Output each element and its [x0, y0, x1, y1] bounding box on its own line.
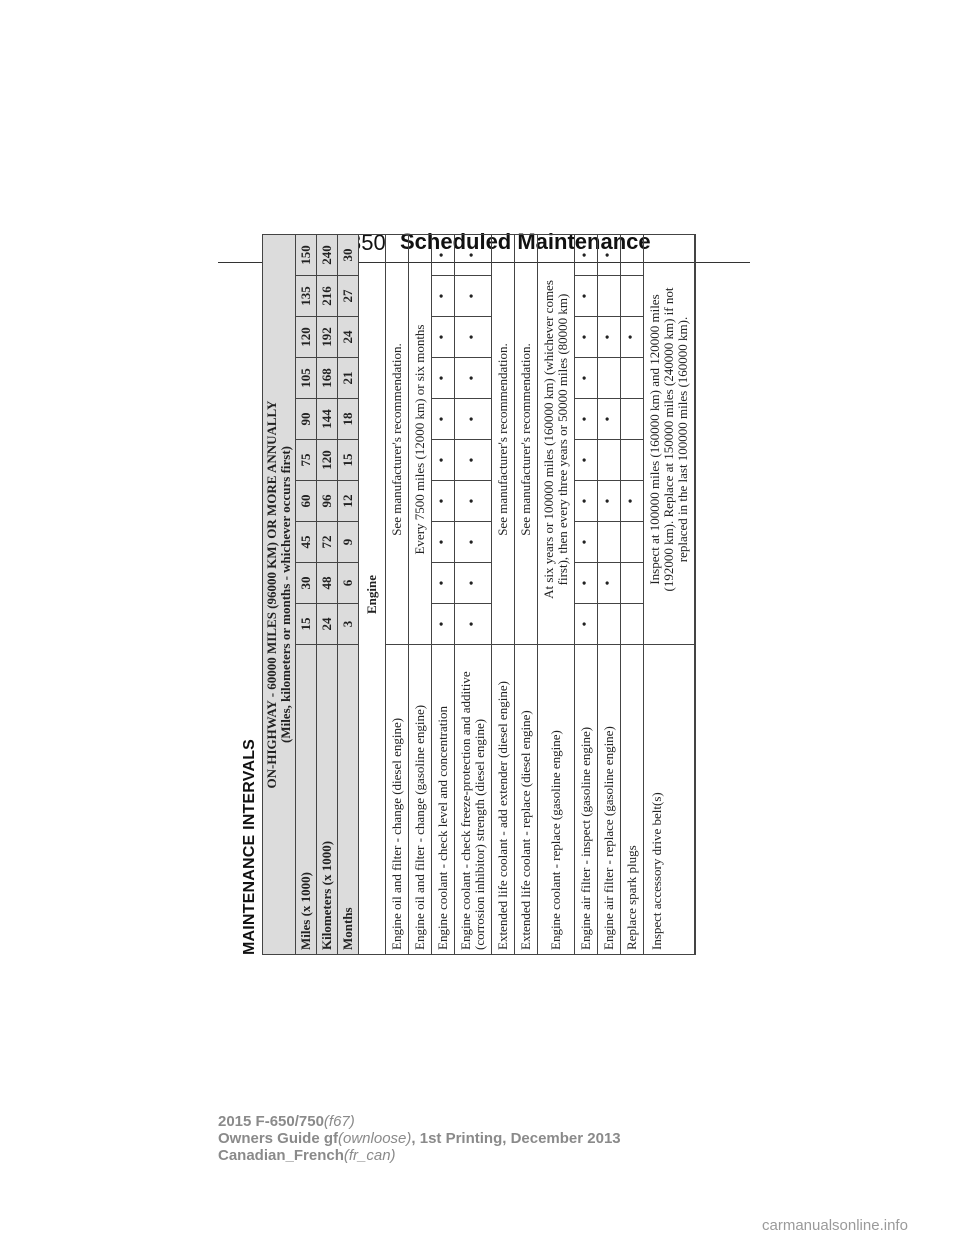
- header-cell: 15: [338, 440, 359, 481]
- header-cell: 72: [317, 522, 338, 563]
- header-cell: 3: [338, 604, 359, 645]
- category-row: [359, 235, 386, 955]
- interval-dot: [621, 522, 644, 563]
- interval-text-line-2: (192000 km). Replace at 150000 miles (240000 km) if not: [661, 287, 676, 592]
- interval-dot: •: [575, 563, 598, 604]
- row-interval-text: See manufacturer's recommendation.: [386, 235, 409, 645]
- interval-dot: •: [455, 440, 492, 481]
- row-interval-text: See manufacturer's recommendation.: [515, 235, 538, 645]
- banner-line-2: (Miles, kilometers or months - whichever occurs first): [278, 446, 293, 744]
- row-item: Replace spark plugs: [621, 645, 644, 955]
- interval-dot: •: [432, 399, 455, 440]
- header-cell: 144: [317, 399, 338, 440]
- interval-dot: •: [432, 440, 455, 481]
- interval-dot: [598, 440, 621, 481]
- table-row: [515, 235, 538, 955]
- footer-line-2: [218, 1130, 621, 1147]
- header-cell: 30: [338, 235, 359, 276]
- interval-dot: •: [575, 440, 598, 481]
- interval-dot: •: [598, 481, 621, 522]
- header-cell: 6: [338, 563, 359, 604]
- interval-dot: •: [575, 317, 598, 358]
- row-item: Engine oil and filter - change (gasoline engine): [409, 645, 432, 955]
- table-row: [644, 235, 695, 955]
- section-title: Scheduled Maintenance: [400, 229, 651, 254]
- table-row: [386, 235, 409, 955]
- rotated-content: [239, 235, 690, 955]
- interval-dot: •: [455, 317, 492, 358]
- table-banner-row: [263, 235, 296, 955]
- header-cell: 150: [296, 235, 317, 276]
- table-row: [598, 235, 621, 955]
- header-cell: 27: [338, 276, 359, 317]
- interval-dot: •: [575, 358, 598, 399]
- interval-dot: •: [598, 235, 621, 276]
- interval-dot: •: [432, 604, 455, 645]
- header-cell: 120: [317, 440, 338, 481]
- interval-dot: •: [455, 563, 492, 604]
- interval-dot: •: [575, 276, 598, 317]
- row-item: Extended life coolant - replace (diesel engine): [515, 645, 538, 955]
- header-cell: 9: [338, 522, 359, 563]
- header-cell: 135: [296, 276, 317, 317]
- interval-dot: •: [432, 563, 455, 604]
- header-cell: 12: [338, 481, 359, 522]
- header-cell: 90: [296, 399, 317, 440]
- footer-model-code: (f67): [323, 1113, 355, 1130]
- interval-dot: •: [455, 604, 492, 645]
- interval-dot: [621, 276, 644, 317]
- interval-dot: •: [598, 399, 621, 440]
- row-interval-text: [538, 235, 575, 645]
- row-item: Inspect accessory drive belt(s): [644, 645, 695, 955]
- interval-dot: [621, 440, 644, 481]
- interval-dot: [621, 358, 644, 399]
- page-number: 350: [349, 230, 386, 255]
- header-label: Miles (x 1000): [296, 645, 317, 955]
- header-cell: 18: [338, 399, 359, 440]
- header-cell: 75: [296, 440, 317, 481]
- banner-line-1: ON-HIGHWAY - 60000 MILES (96000 KM) OR MORE ANNUALLY: [264, 400, 279, 789]
- header-cell: 15: [296, 604, 317, 645]
- header-cell: 105: [296, 358, 317, 399]
- interval-text-line-1: Inspect at 100000 miles (160000 km) and 120000 miles: [647, 294, 662, 585]
- interval-dot: •: [621, 317, 644, 358]
- interval-dot: [598, 276, 621, 317]
- interval-dot: •: [621, 481, 644, 522]
- interval-dot: •: [432, 235, 455, 276]
- table-row: [432, 235, 455, 955]
- interval-dot: •: [455, 481, 492, 522]
- filler-cell: [695, 235, 696, 645]
- row-item: Engine oil and filter - change (diesel engine): [386, 645, 409, 955]
- table-row: [455, 235, 492, 955]
- interval-text-line-1: At six years or 100000 miles (160000 km) (whichever comes: [541, 280, 556, 599]
- interval-dot: •: [432, 276, 455, 317]
- category-heading: Engine: [359, 235, 386, 955]
- row-item-line-1: Engine coolant - check freeze-protection and additive: [458, 671, 473, 950]
- table-banner: [263, 235, 296, 955]
- header-label: Months: [338, 645, 359, 955]
- interval-dot: •: [598, 563, 621, 604]
- header-cell: 45: [296, 522, 317, 563]
- header-cell: 120: [296, 317, 317, 358]
- row-item: Extended life coolant - add extender (diesel engine): [492, 645, 515, 955]
- footer-line-3: [218, 1147, 621, 1164]
- interval-dot: •: [455, 235, 492, 276]
- footer-printing: , 1st Printing, December 2013: [411, 1130, 621, 1147]
- header-cell: 30: [296, 563, 317, 604]
- row-item: Engine coolant - check level and concentration: [432, 645, 455, 955]
- maintenance-table: [262, 234, 696, 955]
- interval-dot: •: [455, 276, 492, 317]
- table-row: [409, 235, 432, 955]
- interval-text-line-3: replaced in the last 100000 miles (160000 km).: [675, 316, 690, 563]
- header-row-months: [338, 235, 359, 955]
- interval-dot: •: [575, 399, 598, 440]
- footer-language-code: (fr_can): [343, 1147, 396, 1164]
- interval-dot: •: [432, 317, 455, 358]
- footer-guide: Owners Guide gf: [218, 1130, 339, 1147]
- header-cell: 21: [338, 358, 359, 399]
- table-row: [492, 235, 515, 955]
- footer-language: Canadian_French: [218, 1147, 344, 1164]
- watermark: carmanualsonline.info: [762, 1217, 908, 1234]
- interval-dot: •: [575, 235, 598, 276]
- row-interval-text: Every 7500 miles (12000 km) or six months: [409, 235, 432, 645]
- footer-guide-code: (ownloose): [338, 1130, 412, 1147]
- header-cell: 24: [338, 317, 359, 358]
- header-label: Kilometers (x 1000): [317, 645, 338, 955]
- row-item: Engine air filter - inspect (gasoline engine): [575, 645, 598, 955]
- interval-dot: [621, 399, 644, 440]
- interval-dot: •: [575, 481, 598, 522]
- interval-dot: •: [598, 317, 621, 358]
- interval-dot: •: [455, 522, 492, 563]
- header-cell: 60: [296, 481, 317, 522]
- interval-dot: •: [575, 522, 598, 563]
- interval-dot: [598, 604, 621, 645]
- header-cell: 48: [317, 563, 338, 604]
- interval-dot: •: [432, 522, 455, 563]
- header-cell: 192: [317, 317, 338, 358]
- interval-dot: •: [455, 358, 492, 399]
- row-interval-text: [644, 235, 695, 645]
- row-item: Engine coolant - replace (gasoline engine): [538, 645, 575, 955]
- interval-dot: [621, 235, 644, 276]
- table-filler-row: [695, 235, 696, 955]
- footer-model: 2015 F-650/750: [218, 1113, 324, 1130]
- header-cell: 216: [317, 276, 338, 317]
- header-cell: 240: [317, 235, 338, 276]
- header-row-kilometers: [317, 235, 338, 955]
- row-item: Engine air filter - replace (gasoline engine): [598, 645, 621, 955]
- header-row-miles: [296, 235, 317, 955]
- row-item-line-2: (corrosion inhibitor) strength (diesel engine): [472, 718, 487, 950]
- interval-dot: [598, 522, 621, 563]
- interval-dot: [598, 358, 621, 399]
- row-item: [455, 645, 492, 955]
- row-interval-text: See manufacturer's recommendation.: [492, 235, 515, 645]
- interval-dot: •: [432, 481, 455, 522]
- header-cell: 24: [317, 604, 338, 645]
- interval-dot: [621, 604, 644, 645]
- interval-dot: •: [575, 604, 598, 645]
- print-footer: [218, 1113, 621, 1164]
- table-row: [575, 235, 598, 955]
- interval-dot: •: [432, 358, 455, 399]
- interval-text-line-2: first), then every three years or 50000 miles (80000 km): [555, 293, 570, 586]
- header-cell: 168: [317, 358, 338, 399]
- footer-line-1: [218, 1113, 621, 1130]
- maintenance-intervals-title: MAINTENANCE INTERVALS: [241, 738, 258, 955]
- table-row: [538, 235, 575, 955]
- table-row: [621, 235, 644, 955]
- filler-cell: [695, 645, 696, 955]
- header-cell: 96: [317, 481, 338, 522]
- interval-dot: •: [455, 399, 492, 440]
- interval-dot: [621, 563, 644, 604]
